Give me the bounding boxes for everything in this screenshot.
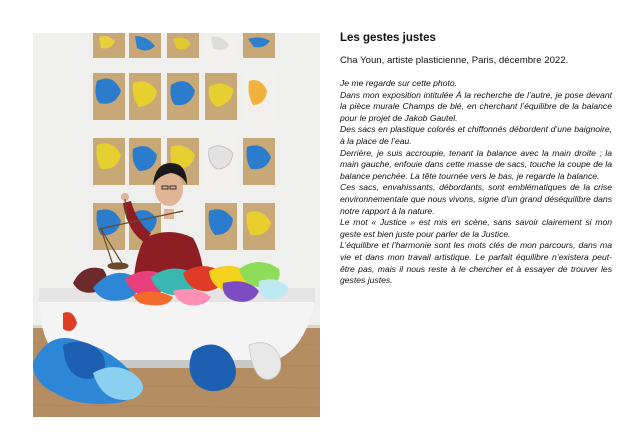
artwork-photo: [33, 33, 320, 417]
page-title: Les gestes justes: [340, 32, 436, 44]
paragraph: Des sacs en plastique colorés et chiffonnés débordent d’une baignoire, à la place de l’eau.: [340, 124, 612, 146]
paragraph: Dans mon exposition intitulée À la recherche de l’autre, je pose devant la pièce murale Champs de blé, en cherchant l’équilibre de la balance pour le projet de Jakob Gautel.: [340, 89, 612, 123]
paragraph: L’équilibre et l’harmonie sont les mots clés de mon parcours, dans ma vie et dans mon travail artistique. Le parfait équilibre n’existera peut-être pas, mais il nous reste à le chercher et à essayer de trouver les gestes justes.: [340, 240, 612, 286]
paragraph: Je me regarde sur cette photo.: [340, 78, 458, 88]
text-column: [340, 31, 612, 287]
paragraph: Ces sacs, envahissants, débordants, sont emblématiques de la crise environnementale que nous vivons, signe d’un grand déséquilibre dans notre rapport à la nature.: [340, 182, 612, 216]
photo-illustration: [33, 33, 320, 417]
body-text: [340, 78, 612, 287]
paragraph: Derrière, je suis accroupie, tenant la balance avec la main droite ; la main gauche, enfouie dans cette masse de sacs, touche la coupe de la balance penchée. La tête tournée vers le bas, je regarde la balance.: [340, 147, 612, 181]
byline: Cha Youn, artiste plasticienne, Paris, décembre 2022.: [340, 55, 569, 66]
paragraph: Le mot « Justice » est mis en scène, sans savoir clairement si mon geste est bien juste pour parler de la Justice.: [340, 217, 612, 239]
